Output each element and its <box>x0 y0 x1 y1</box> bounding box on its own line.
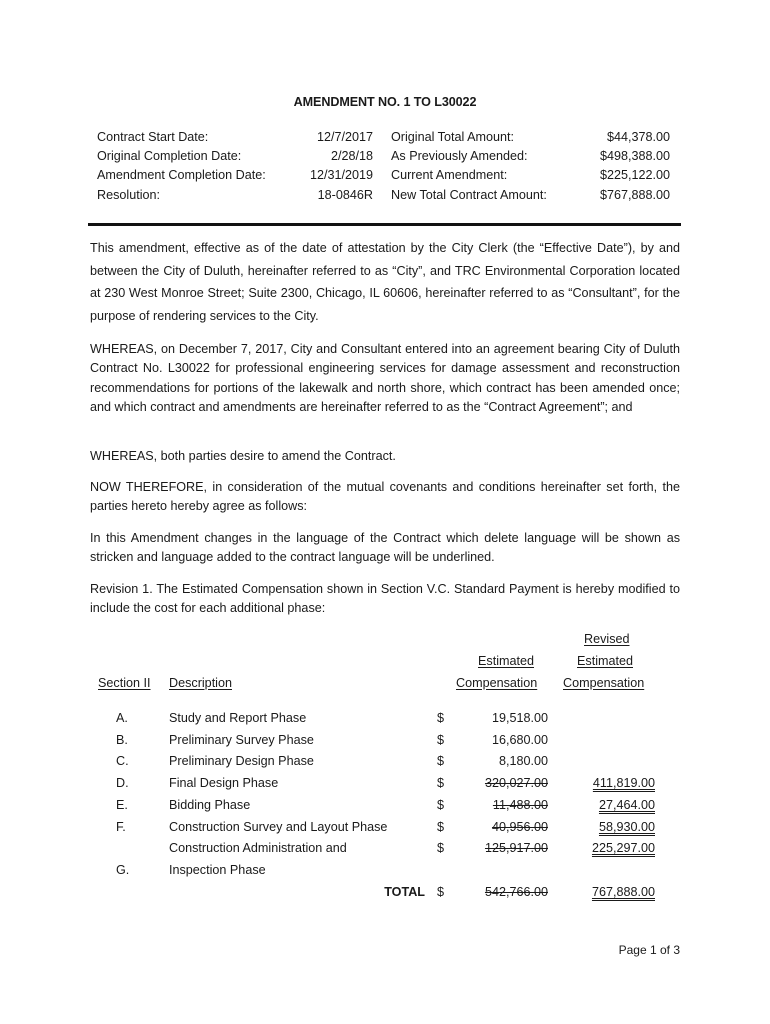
summary-label: Amendment Completion Date: <box>97 168 266 183</box>
table-row <box>90 817 680 839</box>
summary-value: 12/31/2019 <box>309 168 373 183</box>
table-total-row <box>90 882 680 904</box>
row-estimated-stricken: 40,956.00 <box>491 819 548 834</box>
row-description: Bidding Phase <box>169 797 251 812</box>
paragraph-whereas-agreement: WHEREAS, on December 7, 2017, City and Consultant entered into an agreement bearing City of Duluth Contract No. L30022 for professional engineering services for damage assessment and reconstruction recommendations for portions of the lakewalk and north shore, which contract has been amended once; and which contract and amendments are hereinafter referred to as the “Contract Agreement”; and <box>90 342 680 414</box>
row-estimated: 19,518.00 <box>491 711 548 725</box>
row-dollar: $ <box>437 797 445 812</box>
table-row <box>90 860 680 882</box>
document-title: AMENDMENT NO. 1 TO L30022 <box>293 95 477 109</box>
summary-row-original-completion <box>97 147 373 166</box>
compensation-table <box>90 630 680 910</box>
summary-label: Current Amendment: <box>391 168 508 183</box>
header-description: Description <box>169 676 232 690</box>
table-row <box>90 795 680 817</box>
row-description: Construction Administration and <box>169 841 347 856</box>
summary-value: $225,122.00 <box>599 168 670 183</box>
contract-amounts <box>391 128 670 205</box>
row-description: Preliminary Design Phase <box>169 754 314 769</box>
row-dollar: $ <box>437 711 445 725</box>
row-description: Construction Survey and Layout Phase <box>169 819 388 834</box>
contract-dates <box>97 128 373 205</box>
table-row <box>90 708 680 730</box>
total-label: TOTAL <box>384 885 425 899</box>
summary-row-original-total <box>391 128 670 147</box>
row-estimated-stricken: 320,027.00 <box>484 776 548 791</box>
page-number: Page 1 of 3 <box>618 943 680 957</box>
table-row <box>90 730 680 752</box>
total-estimated-stricken: 542,766.00 <box>484 885 548 899</box>
row-dollar: $ <box>437 732 445 747</box>
summary-value: $44,378.00 <box>606 130 670 144</box>
summary-value: 12/7/2017 <box>316 130 373 144</box>
summary-label: New Total Contract Amount: <box>391 187 547 202</box>
total-dollar: $ <box>437 885 445 899</box>
row-dollar: $ <box>437 754 445 769</box>
row-section: B. <box>116 732 128 747</box>
header-revised-line2: Estimated <box>577 654 633 668</box>
row-description: Inspection Phase <box>169 862 266 877</box>
summary-label: Original Total Amount: <box>391 130 514 144</box>
summary-row-resolution <box>97 186 373 205</box>
row-estimated-stricken: 125,917.00 <box>484 841 548 856</box>
paragraph-amendment-changes: In this Amendment changes in the language of the Contract which delete language will be shown as stricken and language added to the contract language will be underlined. <box>90 531 680 565</box>
header-estimated-line2: Compensation <box>456 676 538 690</box>
row-revised-underlined: 27,464.00 <box>598 797 655 812</box>
summary-label: Contract Start Date: <box>97 130 209 144</box>
paragraph-effective-date: This amendment, effective as of the date of attestation by the City Clerk (the “Effective Date”), by and between the City of Duluth, hereinafter referred to as “City”, and TRC Environmental Corporation located at 230 West Monroe Street; Suite 2300, Chicago, IL 60606, hereinafter referred to as “Consultant”, for the purpose of rendering services to the City. <box>90 241 680 323</box>
summary-value: 18-0846R <box>317 187 373 202</box>
row-description: Preliminary Survey Phase <box>169 732 314 747</box>
paragraph-whereas-amend: WHEREAS, both parties desire to amend the Contract. <box>90 449 396 463</box>
summary-row-current-amendment <box>391 166 670 185</box>
row-dollar: $ <box>437 776 445 791</box>
table-row <box>90 838 680 860</box>
row-estimated-stricken: 11,488.00 <box>492 797 548 812</box>
header-revised-line1: Revised <box>584 632 630 646</box>
summary-value: 2/28/18 <box>330 149 373 164</box>
row-section: E. <box>116 797 128 812</box>
summary-row-amendment-completion <box>97 166 373 185</box>
row-estimated: 8,180.00 <box>498 754 548 769</box>
table-row <box>90 751 680 773</box>
row-section: G. <box>116 862 130 877</box>
summary-row-previously-amended <box>391 147 670 166</box>
summary-label: Original Completion Date: <box>97 149 242 164</box>
row-description: Study and Report Phase <box>169 711 307 725</box>
row-revised-underlined: 411,819.00 <box>592 776 655 791</box>
header-estimated-line1: Estimated <box>478 654 534 668</box>
row-revised-underlined: 58,930.00 <box>598 819 655 834</box>
summary-row-new-total <box>391 186 670 205</box>
row-description: Final Design Phase <box>169 776 279 791</box>
header-revised-line3: Compensation <box>563 676 645 690</box>
row-section: D. <box>116 776 129 791</box>
row-dollar: $ <box>437 819 445 834</box>
row-section: F. <box>116 819 126 834</box>
horizontal-divider <box>88 223 681 226</box>
total-revised-underlined: 767,888.00 <box>591 885 655 899</box>
summary-row-start-date <box>97 128 373 147</box>
paragraph-now-therefore: NOW THEREFORE, in consideration of the mutual covenants and conditions hereinafter set forth, the parties hereto hereby agree as follows: <box>90 480 680 514</box>
summary-label: Resolution: <box>97 187 161 202</box>
row-dollar: $ <box>437 841 445 856</box>
header-section: Section II <box>98 676 151 690</box>
contract-summary <box>97 128 672 208</box>
row-section: A. <box>116 711 128 725</box>
row-revised-underlined: 225,297.00 <box>591 841 655 856</box>
paragraph-revision-1: Revision 1. The Estimated Compensation shown in Section V.C. Standard Payment is hereby modified to include the cost for each additional phase: <box>90 582 680 616</box>
summary-value: $498,388.00 <box>599 149 670 164</box>
row-estimated: 16,680.00 <box>491 732 548 747</box>
table-row <box>90 773 680 795</box>
summary-label: As Previously Amended: <box>391 149 528 164</box>
summary-value: $767,888.00 <box>599 187 670 202</box>
row-section: C. <box>116 754 129 769</box>
